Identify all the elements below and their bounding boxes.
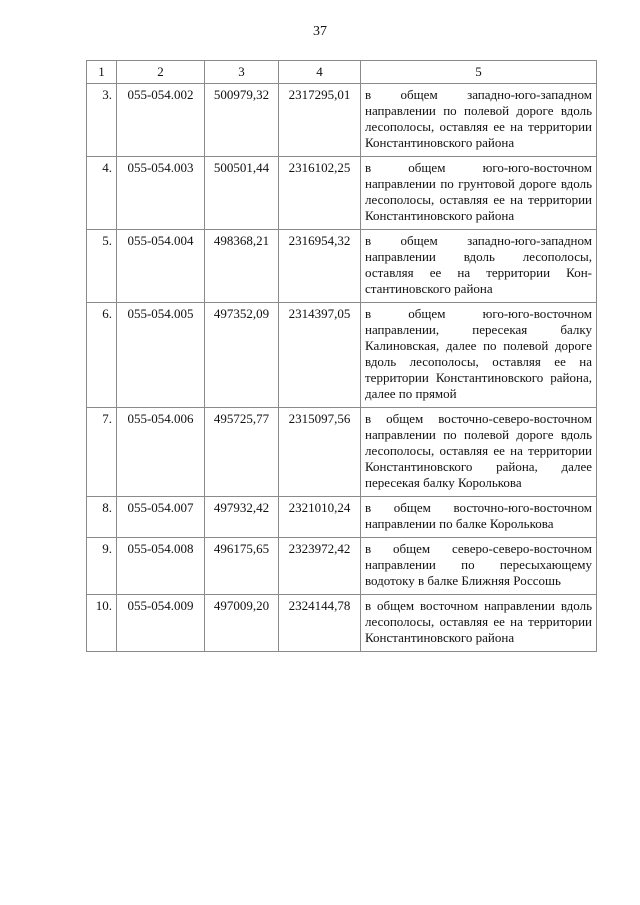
row-number-cell: 10. — [87, 595, 117, 652]
description-cell: в общем западно-юго-западном направлении вдоль лесополосы, оставляя ее на территории Константиновского района — [361, 230, 597, 303]
table-row — [87, 595, 597, 652]
point-code-cell: 055-054.005 — [117, 303, 205, 408]
description-cell: в общем северо-северо-восточном направлении по пересыхающему водотоку в балке Ближняя Россошь — [361, 538, 597, 595]
row-number-cell: 9. — [87, 538, 117, 595]
table-row — [87, 157, 597, 230]
table-row — [87, 230, 597, 303]
row-number-cell: 5. — [87, 230, 117, 303]
x-coordinate-cell: 500979,32 — [205, 84, 279, 157]
boundary-points-table — [86, 60, 597, 652]
header-col-1: 1 — [87, 61, 117, 84]
table-row — [87, 408, 597, 497]
description-cell: в общем юго-юго-восточном направлении, пересекая балку Калиновская, далее по полевой дороге вдоль лесополосы, оставляя ее на территории Константиновского района, далее по прямой — [361, 303, 597, 408]
header-col-5: 5 — [361, 61, 597, 84]
header-col-2: 2 — [117, 61, 205, 84]
row-number-cell: 7. — [87, 408, 117, 497]
description-cell: в общем западно-юго-западном направлении по полевой дороге вдоль лесополосы, оставляя ее на территории Константиновского района — [361, 84, 597, 157]
point-code-cell: 055-054.004 — [117, 230, 205, 303]
header-col-4: 4 — [279, 61, 361, 84]
table-header-row — [87, 61, 597, 84]
y-coordinate-cell: 2324144,78 — [279, 595, 361, 652]
description-cell: в общем восточно-северо-восточном направлении по полевой дороге вдоль лесополосы, оставляя ее на территории Константиновского района, далее пересекая балку Королькова — [361, 408, 597, 497]
y-coordinate-cell: 2321010,24 — [279, 497, 361, 538]
y-coordinate-cell: 2317295,01 — [279, 84, 361, 157]
point-code-cell: 055-054.003 — [117, 157, 205, 230]
x-coordinate-cell: 500501,44 — [205, 157, 279, 230]
point-code-cell: 055-054.007 — [117, 497, 205, 538]
description-cell: в общем восточно-юго-восточном направлении по балке Королькова — [361, 497, 597, 538]
x-coordinate-cell: 497009,20 — [205, 595, 279, 652]
point-code-cell: 055-054.006 — [117, 408, 205, 497]
row-number-cell: 6. — [87, 303, 117, 408]
y-coordinate-cell: 2323972,42 — [279, 538, 361, 595]
description-cell: в общем юго-юго-восточном направлении по грунтовой дороге вдоль лесополосы, оставляя ее на территории Константиновского района — [361, 157, 597, 230]
y-coordinate-cell: 2316102,25 — [279, 157, 361, 230]
page-number: 37 — [313, 24, 327, 39]
x-coordinate-cell: 498368,21 — [205, 230, 279, 303]
x-coordinate-cell: 497352,09 — [205, 303, 279, 408]
x-coordinate-cell: 497932,42 — [205, 497, 279, 538]
table-row — [87, 538, 597, 595]
x-coordinate-cell: 496175,65 — [205, 538, 279, 595]
table-row — [87, 497, 597, 538]
point-code-cell: 055-054.008 — [117, 538, 205, 595]
description-cell: в общем восточном направлении вдоль лесополосы, оставляя ее на территории Константиновского района — [361, 595, 597, 652]
point-code-cell: 055-054.009 — [117, 595, 205, 652]
table-row — [87, 84, 597, 157]
x-coordinate-cell: 495725,77 — [205, 408, 279, 497]
y-coordinate-cell: 2314397,05 — [279, 303, 361, 408]
header-col-3: 3 — [205, 61, 279, 84]
row-number-cell: 4. — [87, 157, 117, 230]
row-number-cell: 3. — [87, 84, 117, 157]
y-coordinate-cell: 2316954,32 — [279, 230, 361, 303]
table-row — [87, 303, 597, 408]
y-coordinate-cell: 2315097,56 — [279, 408, 361, 497]
point-code-cell: 055-054.002 — [117, 84, 205, 157]
row-number-cell: 8. — [87, 497, 117, 538]
